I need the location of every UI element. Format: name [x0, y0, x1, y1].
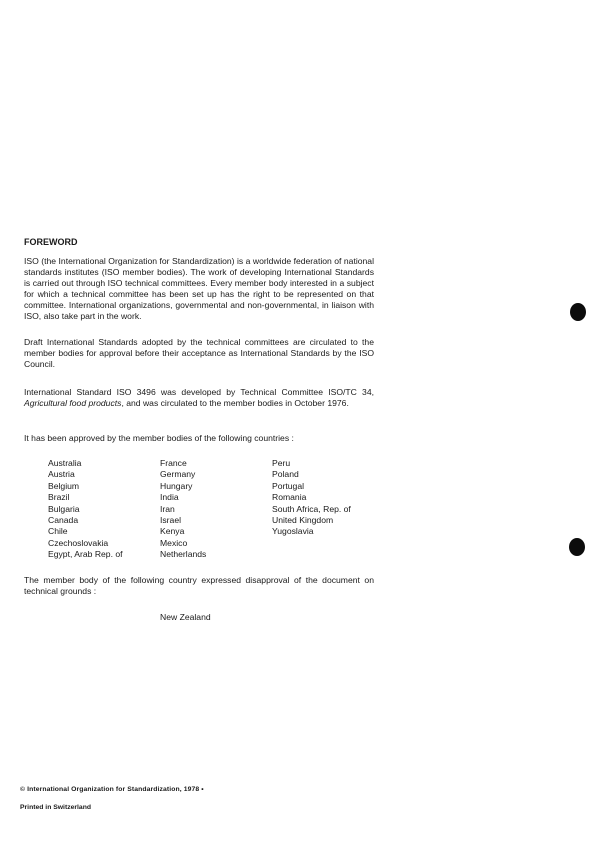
country-item: United Kingdom: [272, 515, 334, 526]
country-item: South Africa, Rep. of: [272, 503, 351, 514]
countries-column-1: [48, 458, 123, 561]
country-item: Romania: [272, 492, 307, 503]
country-item: Czechoslovakia: [48, 537, 109, 548]
iso-intro-paragraph: ISO (the International Organization for Standardization) is a worldwide federation of national standards institutes (ISO member bodies). The work of developing International Standards is carried out through ISO technical committees. Every member body interested in a subject for which a technical committee has been set up has the right to be represented on that committee. International organizations, governmental and non-governmental, in liaison with ISO, also take part in the work.: [24, 256, 374, 321]
copyright-notice: © International Organization for Standardization, 1978 •: [20, 786, 204, 793]
country-item: Egypt, Arab Rep. of: [48, 549, 123, 560]
country-item: India: [160, 492, 179, 503]
standard-suffix: , and was circulated to the member bodies in October 1976.: [121, 398, 349, 408]
disapproving-country: New Zealand: [160, 612, 211, 622]
country-item: Mexico: [160, 537, 188, 548]
country-item: Bulgaria: [48, 503, 80, 514]
country-item: Iran: [160, 503, 175, 514]
country-item: Portugal: [272, 480, 305, 491]
country-item: Germany: [160, 469, 196, 480]
punch-hole: [569, 538, 585, 556]
printed-location: Printed in Switzerland: [20, 804, 91, 811]
country-item: Belgium: [48, 480, 80, 491]
country-item: France: [160, 458, 187, 468]
country-item: Israel: [160, 515, 182, 526]
foreword-heading: FOREWORD: [24, 237, 78, 247]
country-item: Chile: [48, 526, 68, 537]
committee-name: Agricultural food products: [24, 398, 122, 408]
draft-standards-paragraph: Draft International Standards adopted by the technical committees are circulated to the member bodies for approval before their acceptance as International Standards by the ISO Council.: [24, 337, 374, 369]
country-item: Netherlands: [160, 549, 207, 560]
country-item: Hungary: [160, 480, 193, 491]
country-item: Australia: [48, 458, 82, 468]
approval-intro: It has been approved by the member bodies of the following countries :: [24, 433, 294, 443]
countries-column-3: [272, 458, 351, 538]
country-item: Brazil: [48, 492, 70, 503]
country-item: Kenya: [160, 526, 185, 537]
country-item: Yugoslavia: [272, 526, 314, 537]
standard-prefix: International Standard ISO 3496 was developed by Technical Committee ISO/TC 34,: [24, 387, 374, 397]
countries-column-2: [160, 458, 206, 561]
punch-hole: [570, 303, 586, 321]
disapproval-intro: The member body of the following country expressed disapproval of the document on technical grounds :: [24, 575, 374, 596]
country-item: Canada: [48, 515, 79, 526]
country-item: Peru: [272, 458, 291, 468]
country-item: Austria: [48, 469, 75, 480]
country-item: Poland: [272, 469, 299, 480]
standard-development-paragraph: [24, 387, 374, 409]
